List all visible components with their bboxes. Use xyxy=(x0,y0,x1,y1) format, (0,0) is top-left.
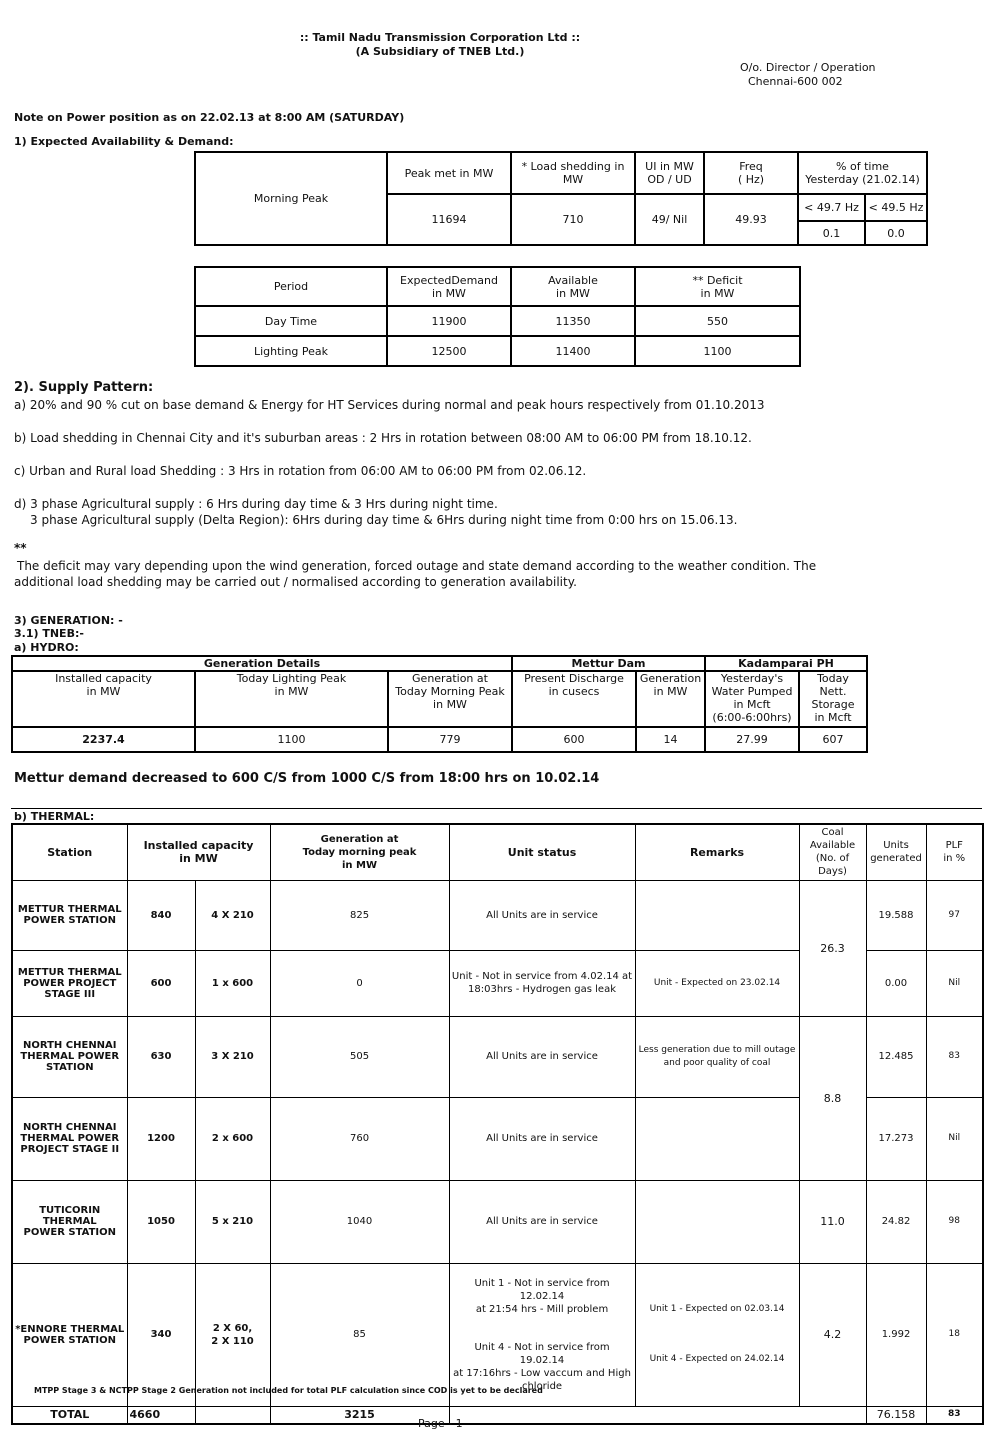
hydro-morning-value: 779 xyxy=(388,727,512,752)
expected-header: ExpectedDemand in MW xyxy=(387,267,511,306)
station-units: 12.485 xyxy=(866,1016,926,1097)
note-title: Note on Power position as on 22.02.13 at 8:00 AM (SATURDAY) xyxy=(14,111,405,124)
hydro-discharge-header: Present Discharge in cusecs xyxy=(512,671,636,727)
station-name: TUTICORIN THERMAL POWER STATION xyxy=(12,1180,127,1263)
unit1-remarks: Unit 1 - Expected on 02.03.14 xyxy=(649,1304,785,1314)
total-capacity: 4660 xyxy=(127,1406,195,1424)
supply-item-a: a) 20% and 90 % cut on base demand & Energy for HT Services during normal and peak hours respectively from 01.10.2013 xyxy=(14,398,765,412)
hydro-discharge-value: 600 xyxy=(512,727,636,752)
freq-header: Freq ( Hz) xyxy=(704,152,798,194)
unit-status-header: Unit status xyxy=(449,824,635,880)
station-remarks: Unit - Expected on 23.02.14 xyxy=(635,950,799,1016)
station-generation: 760 xyxy=(270,1097,449,1180)
station-config: 2 x 600 xyxy=(195,1097,270,1180)
total-row xyxy=(12,1406,983,1424)
deficit-cell: 550 xyxy=(635,306,800,336)
thermal-title-rule xyxy=(11,808,982,809)
hydro-table xyxy=(11,655,868,753)
below-495-value: 0.0 xyxy=(865,221,927,245)
units-header: Units generated xyxy=(866,824,926,880)
station-generation: 825 xyxy=(270,880,449,950)
coal-north-chennai: 8.8 xyxy=(799,1016,866,1180)
station-units: 17.273 xyxy=(866,1097,926,1180)
total-config-empty xyxy=(195,1406,270,1424)
station-config: 1 x 600 xyxy=(195,950,270,1016)
station-name: *ENNORE THERMAL POWER STATION xyxy=(12,1263,127,1406)
station-plf: 98 xyxy=(926,1180,983,1263)
org-name: :: Tamil Nadu Transmission Corporation Ltd :: xyxy=(299,31,581,44)
unit1-status: Unit 1 - Not in service from 12.02.14 at 21:54 hrs - Mill problem xyxy=(474,1277,610,1315)
table-row xyxy=(195,336,800,366)
peak-met-value: 11694 xyxy=(387,194,511,245)
hydro-installed-header: Installed capacity in MW xyxy=(12,671,195,727)
deficit-header: ** Deficit in MW xyxy=(635,267,800,306)
ui-value: 49/ Nil xyxy=(635,194,704,245)
page-number: Page - 1 xyxy=(418,1417,463,1430)
below-495-header: < 49.5 Hz xyxy=(865,194,927,221)
section1-title: 1) Expected Availability & Demand: xyxy=(14,135,234,148)
period-cell: Day Time xyxy=(195,306,387,336)
station-capacity: 1050 xyxy=(127,1180,195,1263)
office-name: O/o. Director / Operation xyxy=(740,61,876,74)
supply-item-b: b) Load shedding in Chennai City and it's suburban areas : 2 Hrs in rotation between 08:00 AM to 06:00 PM from 18.10.12. xyxy=(14,431,752,445)
station-coal: 4.2 xyxy=(799,1263,866,1406)
total-spacer xyxy=(449,1406,866,1424)
station-generation: 505 xyxy=(270,1016,449,1097)
section3-title: 3) GENERATION: - xyxy=(14,614,123,627)
unit4-remarks: Unit 4 - Expected on 24.02.14 xyxy=(649,1354,785,1364)
tneb-title: 3.1) TNEB:- xyxy=(14,627,84,640)
station-plf: Nil xyxy=(926,1097,983,1180)
station-status: All Units are in service xyxy=(449,880,635,950)
station-plf: 83 xyxy=(926,1016,983,1097)
available-cell: 11350 xyxy=(511,306,635,336)
installed-header: Installed capacity in MW xyxy=(127,824,270,880)
station-name: NORTH CHENNAI THERMAL POWER PROJECT STAGE II xyxy=(12,1097,127,1180)
station-units: 19.588 xyxy=(866,880,926,950)
available-header: Available in MW xyxy=(511,267,635,306)
station-remarks xyxy=(635,1180,799,1263)
expected-cell: 11900 xyxy=(387,306,511,336)
hydro-pumped-value: 27.99 xyxy=(705,727,799,752)
station-status: All Units are in service xyxy=(449,1016,635,1097)
station-name: METTUR THERMAL POWER PROJECT STAGE III xyxy=(12,950,127,1016)
mettur-dam-group: Mettur Dam xyxy=(512,656,705,671)
station-capacity: 840 xyxy=(127,880,195,950)
available-cell: 11400 xyxy=(511,336,635,366)
load-shedding-header: * Load shedding in MW xyxy=(511,152,635,194)
total-units: 76.158 xyxy=(866,1406,926,1424)
station-capacity: 1200 xyxy=(127,1097,195,1180)
deficit-note-line2: additional load shedding may be carried out / normalised according to generation availability. xyxy=(14,575,577,589)
peak-met-header: Peak met in MW xyxy=(387,152,511,194)
station-generation: 0 xyxy=(270,950,449,1016)
station-generation: 1040 xyxy=(270,1180,449,1263)
hydro-title: a) HYDRO: xyxy=(14,641,79,654)
hydro-generation-header: Generation in MW xyxy=(636,671,705,727)
coal-mettur: 26.3 xyxy=(799,880,866,1016)
station-plf: Nil xyxy=(926,950,983,1016)
hydro-installed-value: 2237.4 xyxy=(12,727,195,752)
station-units: 24.82 xyxy=(866,1180,926,1263)
table-row xyxy=(12,1016,983,1097)
deficit-note-line1: The deficit may vary depending upon the wind generation, forced outage and state demand according to the weather condition. The xyxy=(17,559,817,573)
station-remarks: Less generation due to mill outage and poor quality of coal xyxy=(635,1016,799,1097)
table-row xyxy=(12,1180,983,1263)
demand-table xyxy=(194,266,801,367)
station-plf: 18 xyxy=(926,1263,983,1406)
table-row xyxy=(12,880,983,950)
coal-header: Coal Available (No. of Days) xyxy=(799,824,866,880)
station-status: Unit - Not in service from 4.02.14 at 18:03hrs - Hydrogen gas leak xyxy=(449,950,635,1016)
table-row xyxy=(12,1263,983,1406)
pct-time-header: % of time Yesterday (21.02.14) xyxy=(798,152,927,194)
hydro-pumped-header: Yesterday's Water Pumped in Mcft (6:00-6:00hrs) xyxy=(705,671,799,727)
supply-item-d2: 3 phase Agricultural supply (Delta Region): 6Hrs during day time & 6Hrs during night time from 0:00 hrs on 15.06.13. xyxy=(30,513,738,527)
remarks-header: Remarks xyxy=(635,824,799,880)
load-shedding-value: 710 xyxy=(511,194,635,245)
hydro-lighting-value: 1100 xyxy=(195,727,388,752)
table-row xyxy=(12,727,867,752)
station-config: 5 x 210 xyxy=(195,1180,270,1263)
period-header: Period xyxy=(195,267,387,306)
hydro-storage-header: Today Nett. Storage in Mcft xyxy=(799,671,867,727)
total-label: TOTAL xyxy=(12,1406,127,1424)
hydro-storage-value: 607 xyxy=(799,727,867,752)
supply-item-c: c) Urban and Rural load Shedding : 3 Hrs in rotation from 06:00 AM to 06:00 PM from 02.06.12. xyxy=(14,464,587,478)
station-status-multi xyxy=(449,1263,635,1406)
station-remarks xyxy=(635,1097,799,1180)
total-plf: 83 xyxy=(926,1406,983,1424)
ui-header: UI in MW OD / UD xyxy=(635,152,704,194)
station-generation: 85 xyxy=(270,1263,449,1406)
station-config: 4 X 210 xyxy=(195,880,270,950)
station-capacity: 630 xyxy=(127,1016,195,1097)
morning-peak-table xyxy=(194,151,928,246)
table-row xyxy=(195,306,800,336)
station-name: NORTH CHENNAI THERMAL POWER STATION xyxy=(12,1016,127,1097)
station-plf: 97 xyxy=(926,880,983,950)
supply-item-d1: d) 3 phase Agricultural supply : 6 Hrs during day time & 3 Hrs during night time. xyxy=(14,497,498,511)
deficit-note-marker: ** xyxy=(14,541,27,555)
unit4-status: Unit 4 - Not in service from 19.02.14 at 17:16hrs - Low vaccum and High chloride xyxy=(453,1341,631,1392)
kadamparai-group: Kadamparai PH xyxy=(705,656,867,671)
below-497-header: < 49.7 Hz xyxy=(798,194,865,221)
station-units: 1.992 xyxy=(866,1263,926,1406)
station-status: All Units are in service xyxy=(449,1097,635,1180)
deficit-cell: 1100 xyxy=(635,336,800,366)
thermal-title: b) THERMAL: xyxy=(14,810,95,823)
period-cell: Lighting Peak xyxy=(195,336,387,366)
station-capacity: 600 xyxy=(127,950,195,1016)
station-remarks-multi xyxy=(635,1263,799,1406)
station-status: All Units are in service xyxy=(449,1180,635,1263)
generation-header: Generation at Today morning peak in MW xyxy=(270,824,449,880)
below-497-value: 0.1 xyxy=(798,221,865,245)
thermal-table xyxy=(11,823,984,1425)
station-capacity: 340 xyxy=(127,1263,195,1406)
station-remarks xyxy=(635,880,799,950)
station-header: Station xyxy=(12,824,127,880)
station-coal: 11.0 xyxy=(799,1180,866,1263)
org-subtitle: (A Subsidiary of TNEB Ltd.) xyxy=(355,45,525,58)
hydro-morning-header: Generation at Today Morning Peak in MW xyxy=(388,671,512,727)
hydro-generation-value: 14 xyxy=(636,727,705,752)
hydro-lighting-header: Today Lighting Peak in MW xyxy=(195,671,388,727)
mettur-note: Mettur demand decreased to 600 C/S from 1000 C/S from 18:00 hrs on 10.02.14 xyxy=(14,771,600,786)
station-config: 3 X 210 xyxy=(195,1016,270,1097)
total-generation: 3215 xyxy=(270,1406,449,1424)
plf-header: PLF in % xyxy=(926,824,983,880)
morning-peak-label: Morning Peak xyxy=(195,152,387,245)
generation-details-group: Generation Details xyxy=(12,656,512,671)
station-name: METTUR THERMAL POWER STATION xyxy=(12,880,127,950)
plf-footnote: MTPP Stage 3 & NCTPP Stage 2 Generation not included for total PLF calculation since COD is yet to be declared xyxy=(34,1386,543,1395)
freq-value: 49.93 xyxy=(704,194,798,245)
expected-cell: 12500 xyxy=(387,336,511,366)
office-city: Chennai-600 002 xyxy=(748,75,843,88)
section2-title: 2). Supply Pattern: xyxy=(14,380,154,395)
station-units: 0.00 xyxy=(866,950,926,1016)
station-config: 2 X 60, 2 X 110 xyxy=(195,1263,270,1406)
